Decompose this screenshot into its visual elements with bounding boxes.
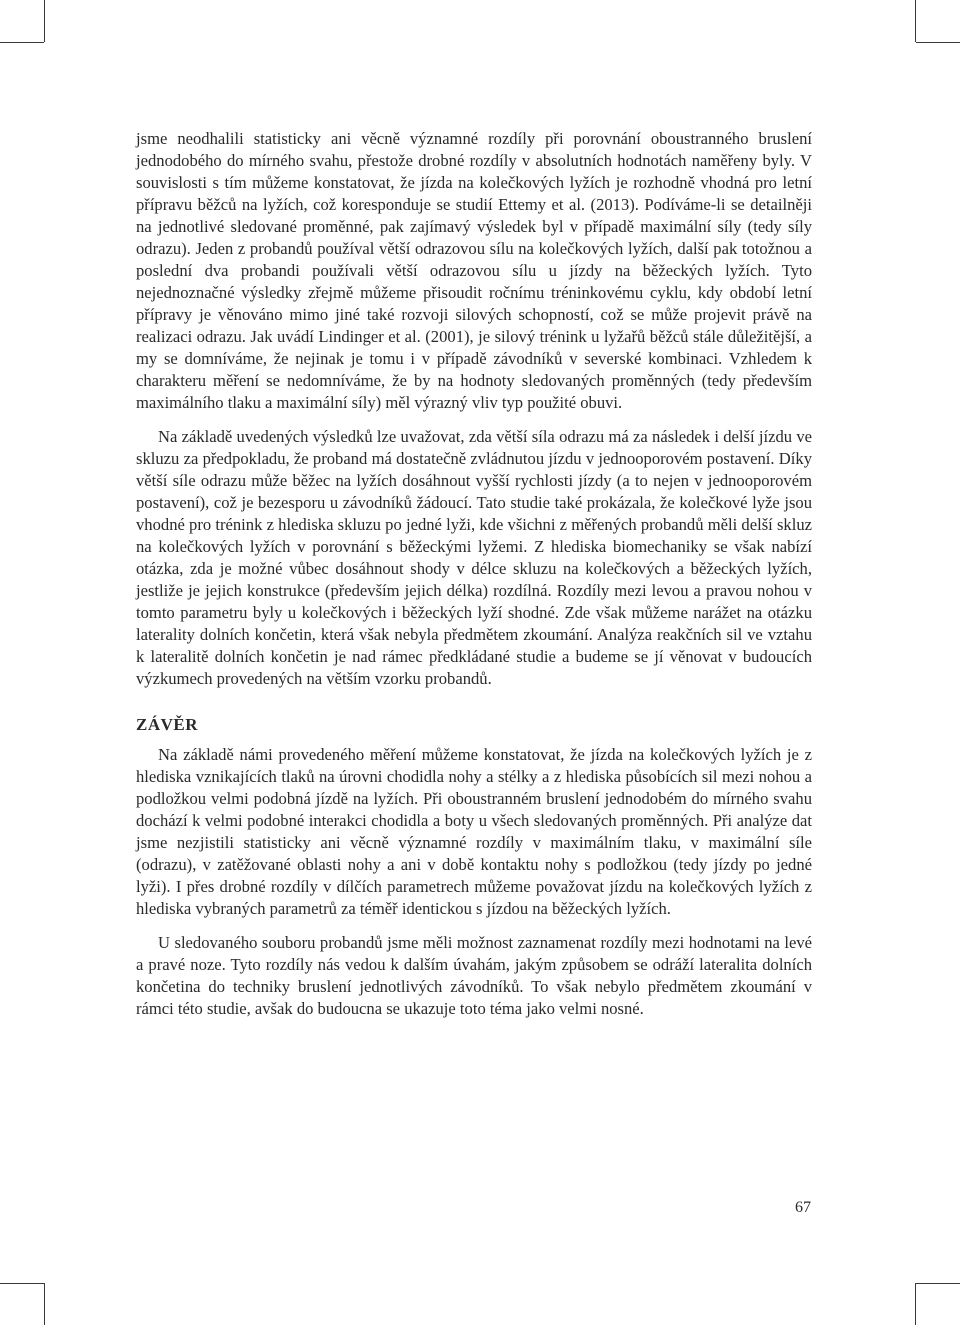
crop-mark-top-right-vertical	[915, 0, 916, 42]
section-heading-conclusion: ZÁVĚR	[136, 715, 199, 734]
crop-mark-bottom-left-vertical	[44, 1283, 45, 1325]
crop-mark-bottom-left-horizontal	[0, 1283, 44, 1284]
page-number: 67	[795, 1199, 811, 1216]
crop-mark-top-left-vertical	[44, 0, 45, 42]
paragraph-conclusion-1: Na základě námi provedeného měření můžeme konstatovat, že jízda na kolečkových lyžích je z hlediska vznikajících tlaků na úrovni chodidla nohy a stélky a z hlediska působících sil mezi nohou a podložkou velmi podobná jízdě na lyžích. Při oboustranném bruslení jednodobém do mírného svahu dochází k velmi podobné interakci chodidla a boty u všech sledovaných proměnných. Při analýze dat jsme nezjistili statisticky ani věcně významné rozdíly v maximálním tlaku, v maximální síle (odrazu), v zatěžované oblasti nohy a ani v době kontaktu nohy s podložkou (tedy jízdy po jedné lyži). I přes drobné rozdíly v dílčích parametrech můžeme považovat jízdu na kolečkových lyžích z hlediska vybraných parametrů za téměř identickou s jízdou na běžeckých lyžích.	[136, 745, 812, 918]
crop-mark-bottom-right-horizontal	[916, 1283, 960, 1284]
paragraph-discussion-1: jsme neodhalili statisticky ani věcně významné rozdíly při porovnání oboustranného bruslení jednodobého do mírného svahu, přestože drobné rozdíly v absolutních hodnotách naměřeny byly. V souvislosti s tím můžeme konstatovat, že jízda na kolečkových lyžích je rozhodně vhodná pro letní přípravu běžců na lyžích, což koresponduje se studií Ettemy et al. (2013). Podíváme-li se detailněji na jednotlivé sledované proměnné, pak zajímavý výsledek byl v případě maximální síly (tedy síly odrazu). Jeden z probandů používal větší odrazovou sílu na kolečkových lyžích, další pak totožnou a poslední dva probandi používali větší odrazovou sílu u jízdy na běžeckých lyžích. Tyto nejednoznačné výsledky zřejmě můžeme přisoudit ročnímu tréninkovému cyklu, kdy období letní přípravy je věnováno mimo jiné také rozvoji silových schopností, což se může projevit právě na realizaci odrazu. Jak uvádí Lindinger et al. (2001), je silový trénink u lyžařů běžců stále důležitější, a my se domníváme, že nejinak je tomu i v případě závodníků v severské kombinaci. Vzhledem k charakteru měření se nedomníváme, že by na hodnoty sledovaných proměnných (tedy především maximálního tlaku a maximální síly) měl výrazný vliv typ použité obuvi.	[136, 129, 812, 412]
crop-mark-top-right-horizontal	[916, 42, 960, 43]
paragraph-discussion-2: Na základě uvedených výsledků lze uvažovat, zda větší síla odrazu má za následek i delší jízdu ve skluzu za předpokladu, že proband má dostatečně zvládnutou jízdu v jednooporovém postavení. Díky větší síle odrazu může běžec na lyžích dosáhnout vyšší rychlosti jízdy (a to nejen v jednooporovém postavení), což je bezesporu u závodníků žádoucí. Tato studie také prokázala, že kolečkové lyže jsou vhodné pro trénink z hlediska skluzu po jedné lyži, kde všichni z měřených probandů měli delší skluz na kolečkových lyžích v porovnání s běžeckými lyžemi. Z hlediska biomechaniky se však nabízí otázka, zda je možné vůbec dosáhnout shody v délce skluzu na kolečkových a běžeckých lyžích, jestliže je jejich konstrukce (především jejich délka) rozdílná. Rozdíly mezi levou a pravou nohou v tomto parametru byly u kolečkových i běžeckých lyží shodné. Zde však můžeme narážet na otázku laterality dolních končetin, která však nebyla předmětem zkoumání. Analýza reakčních sil ve vztahu k lateralitě dolních končetin je nad rámec předkládané studie a budeme se jí věnovat v budoucích výzkumech provedených na větším vzorku probandů.	[136, 427, 812, 688]
paragraph-conclusion-2: U sledovaného souboru probandů jsme měli možnost zaznamenat rozdíly mezi hodnotami na levé a pravé noze. Tyto rozdíly nás vedou k dalším úvahám, jakým způsobem se odráží lateralita dolních končetina do techniky bruslení jednotlivých závodníků. To však nebylo předmětem zkoumání v rámci této studie, avšak do budoucna se ukazuje toto téma jako velmi nosné.	[136, 933, 812, 1018]
page-body	[136, 128, 812, 1020]
crop-mark-bottom-right-vertical	[915, 1283, 916, 1325]
crop-mark-top-left-horizontal	[0, 42, 44, 43]
